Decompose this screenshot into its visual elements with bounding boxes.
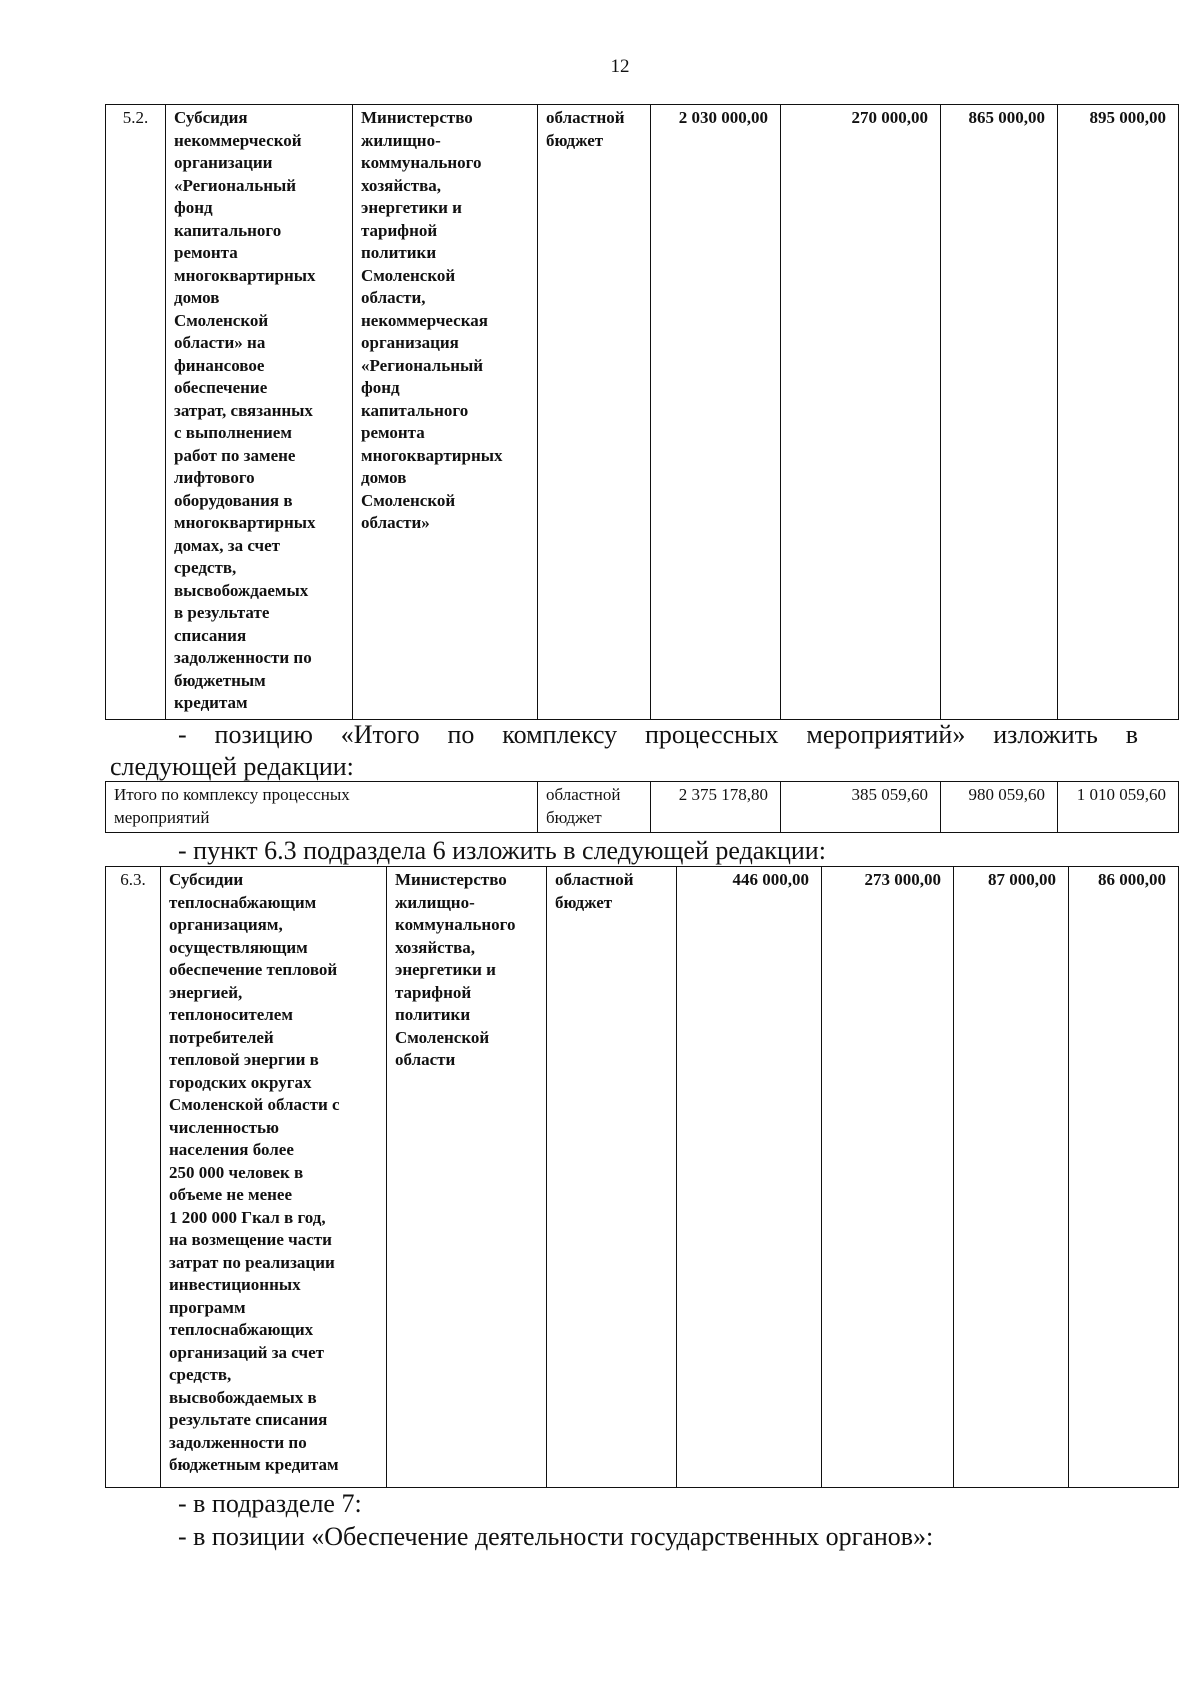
item-year1-amount: 273 000,00 [822, 867, 954, 1488]
item-year3-amount: 895 000,00 [1058, 105, 1179, 720]
item-executor: Министерство жилищно- коммунального хозяйства, энергетики и тарифной политики Смоленской области, некоммерческая организация «Региональный фонд капитального ремонта многоквартирных домов Смоленской области» [353, 105, 538, 720]
table-row [106, 105, 1179, 720]
total-label: Итого по комплексу процессных мероприятий [106, 782, 538, 833]
total-year1-amount: 385 059,60 [781, 782, 941, 833]
instruction-text: - пункт 6.3 подраздела 6 изложить в следующей редакции: [178, 836, 826, 865]
total-funding-source: областной бюджет [538, 782, 651, 833]
item-total-amount: 2 030 000,00 [651, 105, 781, 720]
total-amount: 2 375 178,80 [651, 782, 781, 833]
item-year2-amount: 865 000,00 [941, 105, 1058, 720]
table-item-5-2 [105, 104, 1179, 720]
table-total [105, 781, 1179, 833]
item-year3-amount: 86 000,00 [1069, 867, 1179, 1488]
total-year2-amount: 980 059,60 [941, 782, 1058, 833]
instruction-text: - в позиции «Обеспечение деятельности государственных органов»: [178, 1522, 934, 1551]
table-row [106, 782, 1179, 833]
item-description: Субсидия некоммерческой организации «Региональный фонд капитального ремонта многоквартирных домов Смоленской области» на финансовое обеспечение затрат, связанных с выполнением работ по замене лифтового оборудования в многоквартирных домах, за счет средств, высвобождаемых в результате списания задолженности по бюджетным кредитам [166, 105, 353, 720]
item-number: 5.2. [106, 105, 166, 720]
instruction-text: - позицию «Итого по комплексу процессных мероприятий» изложить в [178, 720, 1138, 749]
item-year1-amount: 270 000,00 [781, 105, 941, 720]
table-row [106, 867, 1179, 1488]
page-number: 12 [610, 56, 630, 77]
instruction-text: - в подразделе 7: [178, 1489, 362, 1518]
item-funding-source: областной бюджет [538, 105, 651, 720]
total-year3-amount: 1 010 059,60 [1058, 782, 1179, 833]
item-year2-amount: 87 000,00 [954, 867, 1069, 1488]
table-item-6-3 [105, 866, 1179, 1488]
item-total-amount: 446 000,00 [677, 867, 822, 1488]
item-funding-source: областной бюджет [547, 867, 677, 1488]
item-number: 6.3. [106, 867, 161, 1488]
item-executor: Министерство жилищно- коммунального хозяйства, энергетики и тарифной политики Смоленской области [387, 867, 547, 1488]
item-description: Субсидии теплоснабжающим организациям, осуществляющим обеспечение тепловой энергией, теплоносителем потребителей тепловой энергии в городских округах Смоленской области с численностью населения более 250 000 человек в объеме не менее 1 200 000 Гкал в год, на возмещение части затрат по реализации инвестиционных программ теплоснабжающих организаций за счет средств, высвобождаемых в результате списания задолженности по бюджетным кредитам [161, 867, 387, 1488]
instruction-text-continued: следующей редакции: [110, 752, 354, 781]
